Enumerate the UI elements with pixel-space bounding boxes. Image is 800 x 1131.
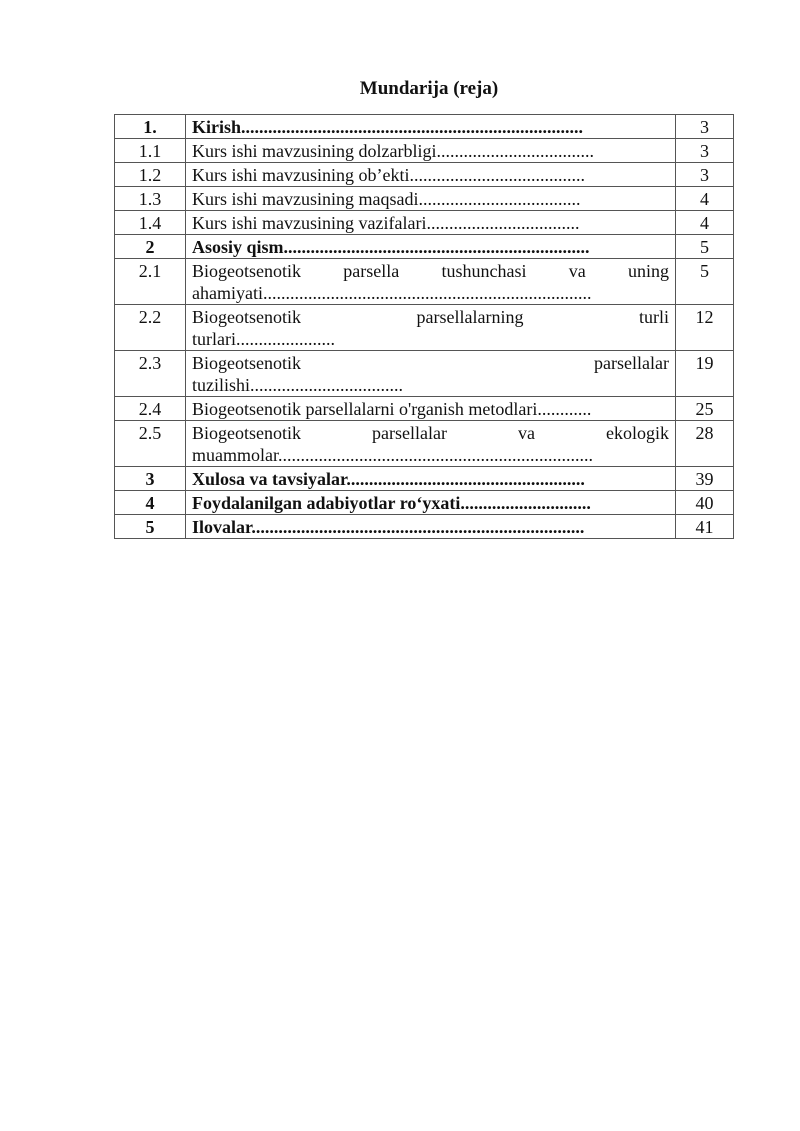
page-title: Mundarija (reja) xyxy=(359,78,499,99)
section-number: 2.5 xyxy=(115,421,186,467)
section-title xyxy=(186,351,676,397)
section-number: 1. xyxy=(115,115,186,139)
toc-row xyxy=(115,139,734,163)
section-title: Foydalanilgan adabiyotlar ro‘yxati............................. xyxy=(186,491,676,515)
toc-row xyxy=(115,259,734,305)
section-number: 3 xyxy=(115,467,186,491)
section-title: Kurs ishi mavzusining vazifalari.................................. xyxy=(186,211,676,235)
section-title: Kurs ishi mavzusining maqsadi.................................... xyxy=(186,187,676,211)
toc-row xyxy=(115,491,734,515)
section-title: Kurs ishi mavzusining ob’ekti....................................... xyxy=(186,163,676,187)
section-number: 1.3 xyxy=(115,187,186,211)
toc-row xyxy=(115,515,734,539)
page-number: 19 xyxy=(676,351,734,397)
section-number: 1.2 xyxy=(115,163,186,187)
section-title: Xulosa va tavsiyalar..................................................... xyxy=(186,467,676,491)
section-title-line: muammolar...................................................................... xyxy=(192,445,593,465)
section-title-line: turlari...................... xyxy=(192,329,335,349)
toc-row xyxy=(115,235,734,259)
section-title xyxy=(186,421,676,467)
section-title: Biogeotsenotik parsellalarni o'rganish metodlari............ xyxy=(186,397,676,421)
section-title-line: Biogeotsenotik parsellalar va ekologik xyxy=(192,423,669,443)
toc-row xyxy=(115,467,734,491)
page-number: 3 xyxy=(676,163,734,187)
page-number: 3 xyxy=(676,115,734,139)
section-title-line: Biogeotsenotik parsellalar xyxy=(192,353,669,373)
section-title-line: Biogeotsenotik parsellalarning turli xyxy=(192,307,669,327)
page-number: 5 xyxy=(676,259,734,305)
section-title xyxy=(186,259,676,305)
toc-row xyxy=(115,305,734,351)
section-number: 1.4 xyxy=(115,211,186,235)
section-title: Kurs ishi mavzusining dolzarbligi................................... xyxy=(186,139,676,163)
section-title-line: Biogeotsenotik parsella tushunchasi va uning xyxy=(192,261,669,281)
toc-row xyxy=(115,187,734,211)
page-number: 5 xyxy=(676,235,734,259)
section-title: Asosiy qism.................................................................... xyxy=(186,235,676,259)
section-title: Ilovalar.......................................................................... xyxy=(186,515,676,539)
page-number: 4 xyxy=(676,187,734,211)
section-number: 4 xyxy=(115,491,186,515)
toc-row xyxy=(115,351,734,397)
section-number: 2.2 xyxy=(115,305,186,351)
section-title-line: tuzilishi.................................. xyxy=(192,375,403,395)
section-number: 1.1 xyxy=(115,139,186,163)
section-number: 2.3 xyxy=(115,351,186,397)
toc-row xyxy=(115,421,734,467)
section-title xyxy=(186,305,676,351)
toc-row xyxy=(115,397,734,421)
page-number: 28 xyxy=(676,421,734,467)
page-number: 3 xyxy=(676,139,734,163)
table-of-contents xyxy=(114,114,734,539)
page-number: 41 xyxy=(676,515,734,539)
section-number: 2.1 xyxy=(115,259,186,305)
page-number: 25 xyxy=(676,397,734,421)
toc-row xyxy=(115,115,734,139)
section-number: 2.4 xyxy=(115,397,186,421)
page-number: 40 xyxy=(676,491,734,515)
page-number: 4 xyxy=(676,211,734,235)
section-title-line: ahamiyati......................................................................... xyxy=(192,283,592,303)
section-title: Kirish............................................................................ xyxy=(186,115,676,139)
page-number: 39 xyxy=(676,467,734,491)
toc-row xyxy=(115,211,734,235)
page-number: 12 xyxy=(676,305,734,351)
section-number: 5 xyxy=(115,515,186,539)
section-number: 2 xyxy=(115,235,186,259)
toc-row xyxy=(115,163,734,187)
